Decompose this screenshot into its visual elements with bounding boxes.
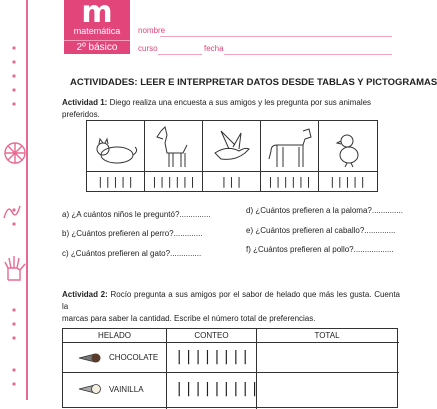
pictogram-column — [319, 121, 377, 191]
chick-icon — [321, 123, 375, 171]
tally-horse: |||||| — [261, 171, 319, 191]
name-field[interactable] — [160, 36, 392, 37]
tally-cat: ||||| — [87, 171, 145, 191]
hand-icon — [2, 254, 28, 282]
dove-icon — [205, 123, 259, 171]
activity1-text — [62, 97, 398, 121]
page-title: ACTIVIDADES: LEER E INTERPRETAR DATOS DESDE TABLAS Y PICTOGRAMAS — [70, 77, 437, 88]
total-cell[interactable] — [257, 373, 397, 409]
question-a: a) ¿A cuántos niños le preguntó?.............. — [62, 210, 211, 219]
tally-vanilla: ||||||||| — [175, 381, 260, 397]
question-b: b) ¿Cuántos prefieren al perro?............. — [62, 229, 203, 238]
logo-subject: matemática — [73, 26, 121, 36]
question-e: e) ¿Cuántos prefieren al caballo?.............. — [246, 226, 396, 235]
course-label: curso — [138, 44, 158, 53]
scribble-icon — [0, 200, 24, 224]
logo-letter: m — [81, 0, 113, 30]
tally-dog: |||||| — [145, 171, 203, 191]
pictogram-table — [86, 120, 378, 192]
pictogram-column — [261, 121, 319, 191]
flavor-cell — [63, 343, 167, 372]
date-field[interactable] — [224, 54, 392, 55]
question-f: f) ¿Cuántos prefieren al pollo?.................. — [246, 245, 394, 254]
ice-cream-icon — [77, 350, 101, 366]
tally-dove: ||| — [203, 171, 261, 191]
icecream-table — [62, 328, 398, 408]
pictogram-column — [203, 121, 261, 191]
table-row — [63, 342, 399, 372]
activity2-description-2: marcas para saber la cantidad. Escribe el número total de preferencias. — [62, 314, 316, 323]
header-count: CONTEO — [167, 329, 257, 342]
activity1-description: Diego realiza una encuesta a sus amigos y les pregunta por sus animales preferidos. — [62, 98, 372, 119]
margin-line — [26, 0, 28, 400]
date-label: fecha — [204, 44, 224, 53]
count-cell — [167, 343, 257, 372]
tally-chocolate: |||||||| — [175, 349, 251, 365]
name-label: nombre — [138, 26, 166, 35]
pinwheel-icon — [2, 140, 28, 166]
flavor-cell — [63, 373, 167, 409]
total-cell[interactable] — [257, 343, 397, 372]
question-d: d) ¿Cuántos prefieren a la paloma?.............. — [246, 206, 403, 215]
pictogram-column — [87, 121, 145, 191]
flavor-label: VAINILLA — [109, 385, 144, 394]
pictogram-column — [145, 121, 203, 191]
activity2-description-1: Rocío pregunta a sus amigos por el sabor de helado que más les gusta. Cuenta la — [62, 290, 400, 311]
table-row — [63, 372, 399, 409]
header-total: TOTAL — [314, 331, 340, 340]
flavor-label: CHOCOLATE — [109, 353, 159, 362]
activity2-label: Actividad 2: — [62, 290, 108, 299]
course-field[interactable] — [158, 54, 202, 55]
header-flavor: HELADO — [63, 329, 167, 342]
cat-icon — [89, 123, 143, 171]
horse-icon — [263, 123, 317, 171]
dog-icon — [147, 123, 201, 171]
grade-label: 2º básico — [64, 40, 130, 54]
logo — [64, 0, 130, 40]
ice-cream-icon — [77, 381, 101, 397]
question-c: c) ¿Cuántos prefieren al gato?.............. — [62, 249, 202, 258]
activity1-label: Actividad 1: — [62, 98, 108, 107]
tally-chick: ||||| — [319, 171, 377, 191]
count-cell — [167, 373, 260, 409]
activity2-text — [62, 289, 400, 325]
